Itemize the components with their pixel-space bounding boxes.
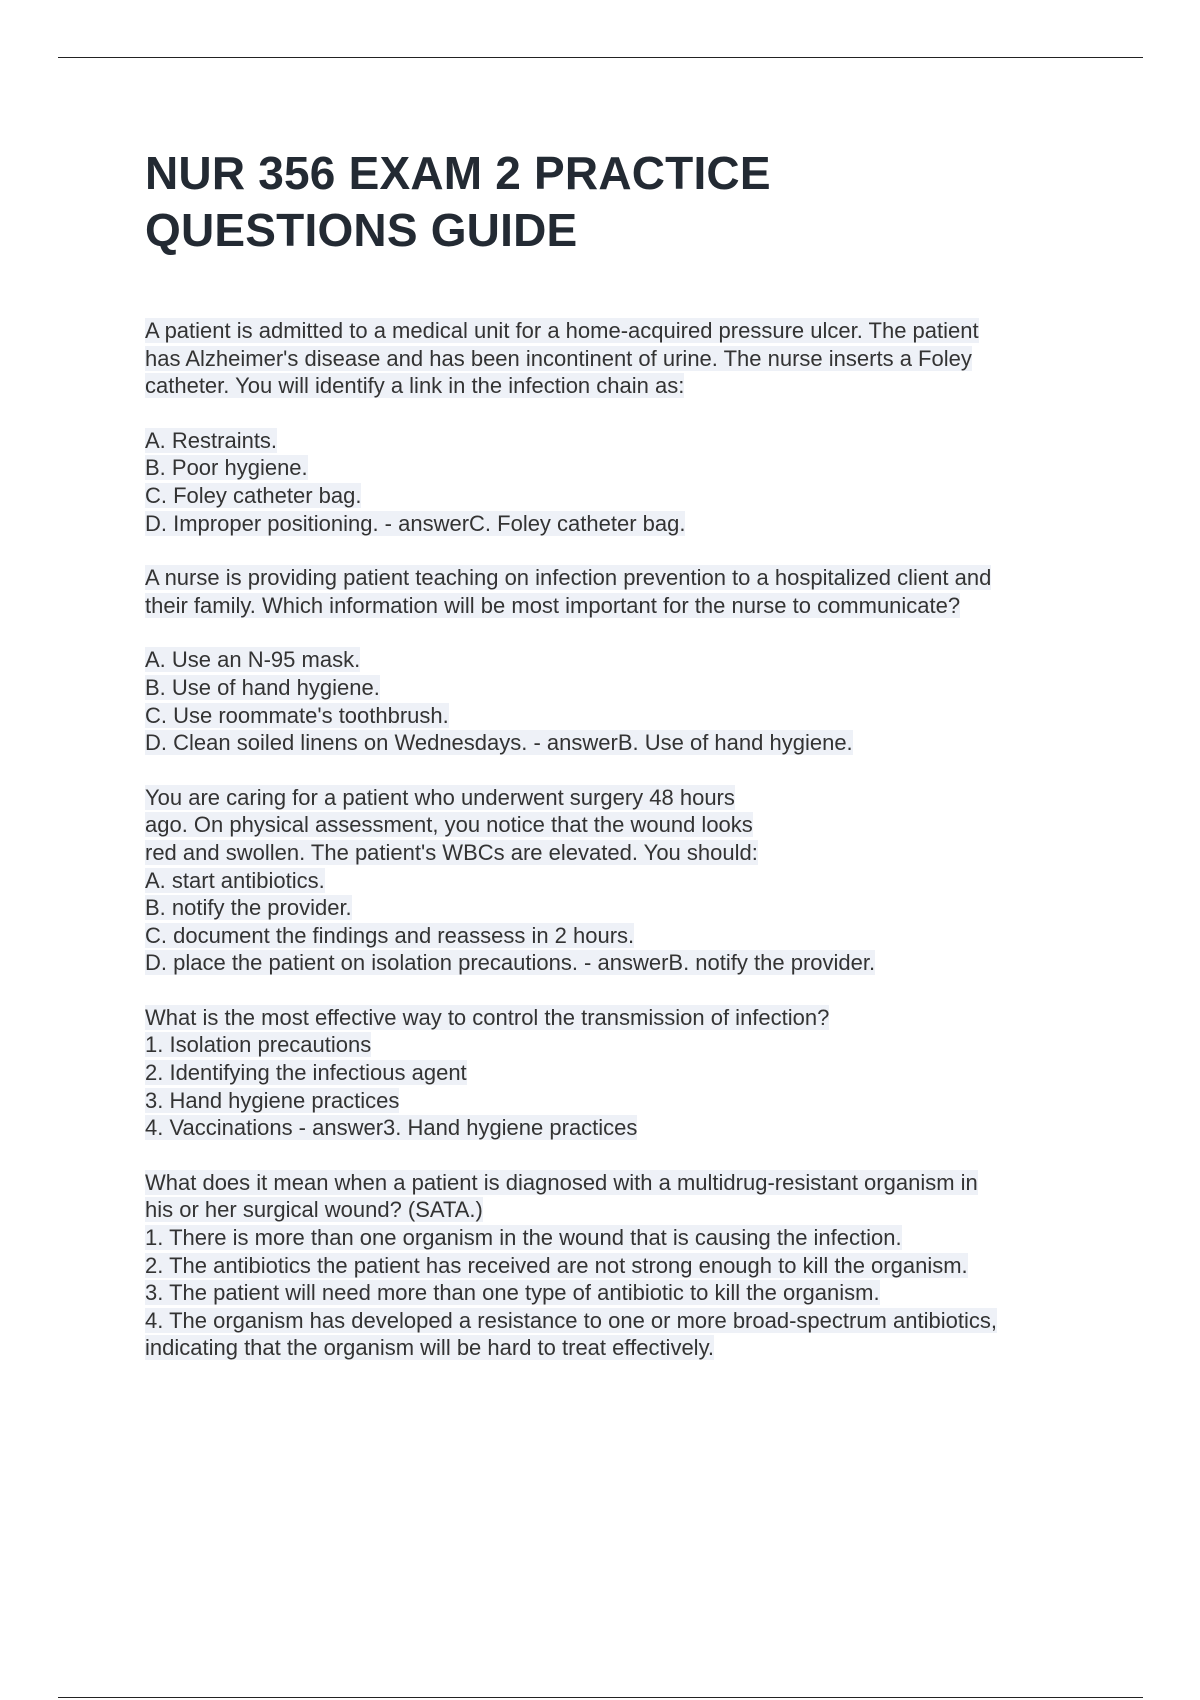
spacer [145,619,1090,646]
answer-option: A. Use an N-95 mask. [145,647,361,673]
answer-option: 2. The antibiotics the patient has received are not strong enough to kill the organism. [145,1252,968,1278]
answer-option: 3. Hand hygiene practices [145,1087,400,1113]
answer-option: B. Use of hand hygiene. [145,674,380,700]
spacer [145,400,1090,427]
answer-option: C. Foley catheter bag. [145,482,362,508]
title-line-1: NUR 356 EXAM 2 PRACTICE [145,147,771,199]
question-line: ago. On physical assessment, you notice that the wound looks [145,812,753,838]
title-line-2: QUESTIONS GUIDE [145,204,578,256]
answer-option: 4. Vaccinations - answer3. Hand hygiene practices [145,1115,638,1141]
document-body [145,145,1090,1389]
bottom-rule [58,1697,1143,1698]
question-line: You are caring for a patient who underwent surgery 48 hours [145,784,735,810]
answer-option: 4. The organism has developed a resistance to one or more broad-spectrum antibiotics, [145,1307,997,1333]
question-block-5 [145,1169,1090,1362]
question-stem-line: A patient is admitted to a medical unit for a home-acquired pressure ulcer. The patient [145,318,979,343]
answer-option: C. Use roommate's toothbrush. [145,702,449,728]
page-title [145,145,1090,259]
answer-option: B. Poor hygiene. [145,455,308,481]
answer-option: 2. Identifying the infectious agent [145,1060,467,1086]
question-line: his or her surgical wound? (SATA.) [145,1197,483,1223]
question-block-3 [145,784,1090,977]
answer-option: C. document the findings and reassess in 2 hours. [145,922,635,948]
question-block-1 [145,317,1090,537]
question-line: What is the most effective way to control the transmission of infection? [145,1004,830,1030]
answer-option: A. Restraints. [145,427,278,453]
question-stem-line: catheter. You will identify a link in the infection chain as: [145,373,685,399]
answer-option: B. notify the provider. [145,895,352,921]
answer-option: indicating that the organism will be hard to treat effectively. [145,1335,715,1361]
question-stem-line: their family. Which information will be most important for the nurse to communicate? [145,592,961,618]
answer-option: 3. The patient will need more than one type of antibiotic to kill the organism. [145,1280,880,1306]
question-list [145,317,1090,1362]
answer-option: D. place the patient on isolation precautions. - answerB. notify the provider. [145,950,876,976]
question-block-2 [145,564,1090,757]
question-stem-line: A nurse is providing patient teaching on infection prevention to a hospitalized client and [145,565,992,591]
answer-option: A. start antibiotics. [145,867,325,893]
question-line: red and swollen. The patient's WBCs are elevated. You should: [145,839,758,865]
answer-option: D. Improper positioning. - answerC. Foley catheter bag. [145,510,686,536]
answer-option: 1. Isolation precautions [145,1032,372,1058]
question-stem-line: has Alzheimer's disease and has been incontinent of urine. The nurse inserts a Foley [145,345,972,371]
answer-option: 1. There is more than one organism in the wound that is causing the infection. [145,1225,902,1251]
question-line: What does it mean when a patient is diagnosed with a multidrug-resistant organism in [145,1169,978,1195]
question-block-4 [145,1004,1090,1142]
top-rule [58,57,1143,58]
answer-option: D. Clean soiled linens on Wednesdays. - answerB. Use of hand hygiene. [145,730,853,756]
